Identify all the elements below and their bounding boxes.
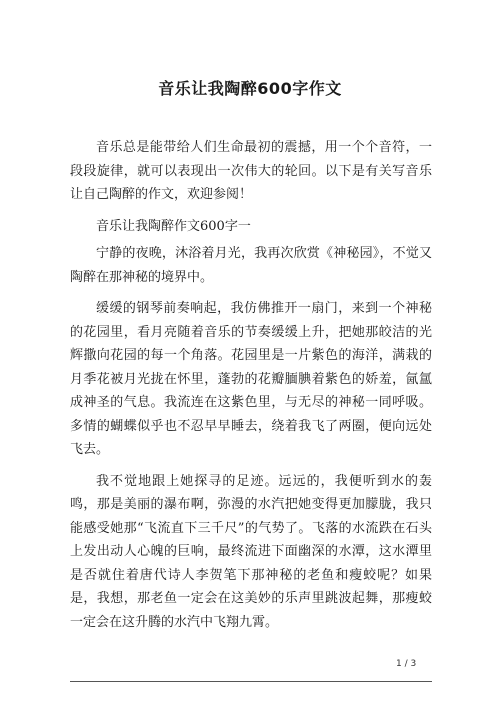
article-body <box>70 136 432 642</box>
intro-paragraph: 音乐总是能带给人们生命最初的震撼，用一个个音符，一段段旋律，就可以表现出一次伟大的轮回。以下是有关写音乐让自己陶醉的作文，欢迎参阅！ <box>70 140 432 202</box>
body-paragraph: 缓缓的钢琴前奏响起，我仿佛推开一扇门，来到一个神秘的花园里，看月亮随着音乐的节奏缓缓上升，把她那皎洁的光辉撒向花园的每一个角落。花园里是一片紫色的海洋，满栽的月季花被月光拢在怀里，蓬勃的花瓣腼腆着紫色的娇羞，氤氲成神圣的气息。我流连在这紫色里，与无尽的神秘一同呼吸。多情的蝴蝶似乎也不忍早早睡去，绕着我飞了两圈，便向远处飞去。 <box>70 301 432 457</box>
section-heading: 音乐让我陶醉作文600字一 <box>96 218 251 234</box>
page-title: 音乐让我陶醉600字作文 <box>158 79 342 98</box>
footer-divider <box>70 681 432 682</box>
page-number: 1 / 3 <box>396 659 417 669</box>
body-paragraph: 宁静的夜晚，沐浴着月光，我再次欣赏《神秘园》，不觉又陶醉在那神秘的境界中。 <box>70 246 432 285</box>
body-paragraph: 我不觉地跟上她探寻的足迹。远远的，我便听到水的轰鸣，那是美丽的瀑布啊，弥漫的水汽把她变得更加朦胧，我只能感受她那“飞流直下三千尺”的气势了。飞落的水流跌在石头上发出动人心魄的巨响，最终流进下面幽深的水潭，这水潭里是否就住着唐代诗人李贺笔下那神秘的老鱼和瘦蛟呢？如果是，我想，那老鱼一定会在这美妙的乐声里跳波起舞，那瘦蛟一定会在这升腾的水汽中飞翔九霄。 <box>70 473 432 630</box>
